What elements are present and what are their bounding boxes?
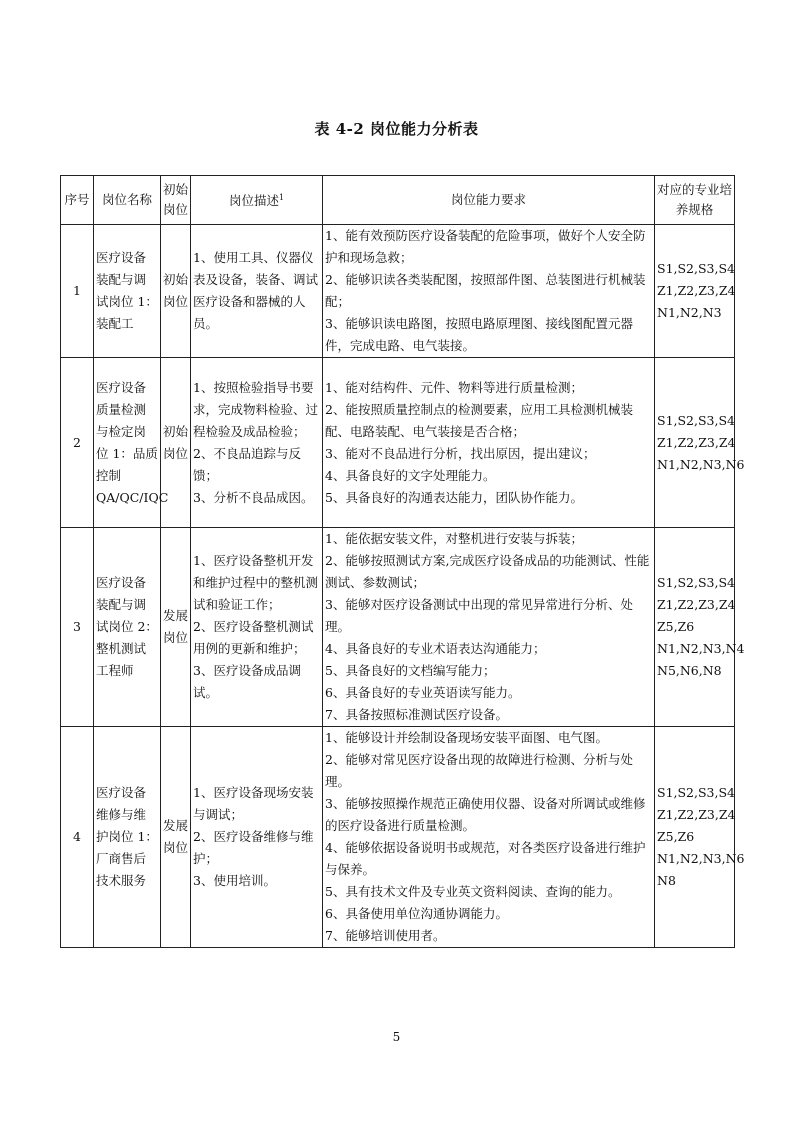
ability-requirements-line: 4、具备良好的专业术语表达沟通能力；: [325, 641, 546, 656]
training-specification-line: Z5,Z6: [657, 829, 695, 844]
position-type: 发展岗位: [161, 727, 191, 948]
header-spec: 对应的专业培养规格: [655, 176, 735, 225]
header-desc: [191, 176, 323, 225]
position-description-line: 2、不良品追踪与反馈；: [193, 445, 301, 483]
position-description-line: 1、按照检验指导书要求，完成物料检验、过程检验及成品检验；: [193, 379, 319, 439]
position-ability-table: [60, 175, 745, 948]
ability-requirements-line: 6、具备良好的专业英语读写能力。: [325, 685, 521, 700]
position-description: [191, 528, 323, 727]
ability-requirements-line: 1、能有效预防医疗设备装配的危险事项，做好个人安全防护和现场急救；: [325, 228, 646, 265]
position-description-line: 3、分析不良品成因。: [193, 489, 314, 505]
training-specification-line: N1,N2,N3,N6: [657, 851, 745, 866]
ability-requirements-line: 5、具备良好的文档编写能力；: [325, 663, 496, 678]
ability-requirements-line: 2、能够按照测试方案,完成医疗设备成品的功能测试、性能测试、参数测试；: [325, 553, 650, 590]
training-specification-line: Z1,Z2,Z3,Z4: [657, 807, 736, 822]
ability-requirements-line: 6、具备使用单位沟通协调能力。: [325, 906, 508, 921]
ability-requirements: [323, 225, 655, 358]
position-description-line: 3、使用培训。: [193, 873, 276, 888]
ability-requirements: [323, 727, 655, 948]
header-req: 岗位能力要求: [323, 176, 655, 225]
position-description-line: 2、医疗设备维修与维护；: [193, 829, 314, 866]
position-type: 初始岗位: [161, 225, 191, 358]
ability-requirements-line: 5、具备良好的沟通表达能力，团队协作能力。: [325, 489, 583, 505]
row-number: 2: [61, 358, 94, 528]
ability-requirements: [323, 358, 655, 528]
ability-requirements-line: 1、能对结构件、元件、物料等进行质量检测；: [325, 379, 583, 395]
header-row: [61, 176, 735, 225]
training-specification-line: N5,N6,N8: [657, 663, 722, 678]
training-specification-line: S1,S2,S3,S4: [657, 261, 735, 276]
ability-requirements-line: 3、能够对医疗设备测试中出现的常见异常进行分析、处理。: [325, 597, 633, 634]
header-desc-label: 岗位描述: [228, 193, 279, 209]
header-desc-footnote: 1: [278, 193, 285, 203]
ability-requirements-line: 4、具备良好的文字处理能力。: [325, 467, 496, 483]
ability-requirements-line: 1、能依据安装文件，对整机进行安装与拆装；: [325, 531, 583, 546]
position-description: [191, 225, 323, 358]
training-specification-line: N1,N2,N3: [657, 305, 722, 320]
position-description-line: 1、医疗设备整机开发和维护过程中的整机测试和验证工作；: [193, 553, 319, 612]
training-specification-line: N1,N2,N3,N4: [657, 641, 745, 656]
training-specification-line: Z1,Z2,Z3,Z4: [657, 597, 736, 612]
ability-requirements-line: 7、能够培训使用者。: [325, 928, 446, 943]
table-row: [61, 225, 735, 358]
header-no: 序号: [61, 176, 94, 225]
ability-requirements-line: 3、能对不良品进行分析，找出原因，提出建议；: [325, 445, 596, 461]
training-specification-line: N1,N2,N3,N6: [657, 456, 745, 472]
training-specification-line: S1,S2,S3,S4: [657, 785, 735, 800]
table-title: 表 4-2 岗位能力分析表: [314, 120, 479, 138]
position-name: 医疗设备质量检测与检定岗位 1：品质控制 QA/QC/IQC: [94, 358, 161, 528]
position-name: 医疗设备装配与调试岗位 2：整机测试工程师: [94, 528, 161, 727]
ability-requirements-line: 3、能够按照操作规范正确使用仪器、设备对所调试或维修的医疗设备进行质量检测。: [325, 796, 646, 833]
ability-requirements-line: 4、能够依据设备说明书或规范，对各类医疗设备进行维护与保养。: [325, 840, 646, 877]
training-specification-line: S1,S2,S3,S4: [657, 575, 735, 590]
header-initial: 初始岗位: [161, 176, 191, 225]
training-specification-line: Z1,Z2,Z3,Z4: [657, 283, 736, 298]
row-number: 1: [61, 225, 94, 358]
training-specification-line: S1,S2,S3,S4: [657, 412, 735, 428]
position-type: 初始岗位: [161, 358, 191, 528]
row-number: 3: [61, 528, 94, 727]
position-description-line: 1、使用工具、仪器仪表及设备，装备、调试医疗设备和器械的人员。: [193, 250, 319, 331]
training-specification-line: Z5,Z6: [657, 619, 695, 634]
ability-requirements-line: 2、能够对常见医疗设备出现的故障进行检测、分析与处理。: [325, 752, 633, 789]
position-name: 医疗设备维修与维护岗位 1：厂商售后技术服务: [94, 727, 161, 948]
position-description-line: 1、医疗设备现场安装与调试；: [193, 785, 314, 822]
header-name: 岗位名称: [94, 176, 161, 225]
training-specification: [655, 225, 735, 358]
position-description-line: 3、医疗设备成品调试。: [193, 663, 301, 700]
position-description: [191, 727, 323, 948]
training-specification: [655, 358, 745, 528]
row-number: 4: [61, 727, 94, 948]
training-specification: [655, 528, 745, 727]
training-specification: [655, 727, 745, 948]
training-specification-line: N8: [657, 873, 676, 888]
table-row: [61, 528, 735, 727]
position-description-line: 2、医疗设备整机测试用例的更新和维护；: [193, 619, 314, 656]
ability-requirements-line: 7、具备按照标准测试医疗设备。: [325, 707, 508, 722]
table-row: [61, 358, 735, 528]
ability-requirements-line: 2、能够识读各类装配图，按照部件图、总装图进行机械装配；: [325, 272, 646, 309]
ability-requirements: [323, 528, 655, 727]
ability-requirements-line: 1、能够设计并绘制设备现场安装平面图、电气图。: [325, 730, 608, 745]
ability-requirements-line: 3、能够识读电路图，按照电路原理图、接线图配置元器件，完成电路、电气装接。: [325, 316, 633, 353]
position-type: 发展岗位: [161, 528, 191, 727]
position-description: [191, 358, 323, 528]
page-number: 5: [392, 1030, 401, 1044]
ability-requirements-line: 2、能按照质量控制点的检测要素，应用工具检测机械装配、电路装配、电气装接是否合格；: [325, 401, 633, 439]
position-name: 医疗设备装配与调试岗位 1：装配工: [94, 225, 161, 358]
training-specification-line: Z1,Z2,Z3,Z4: [657, 434, 736, 450]
ability-requirements-line: 5、具有技术文件及专业英文资料阅读、查询的能力。: [325, 884, 621, 899]
table-row: [61, 727, 735, 948]
